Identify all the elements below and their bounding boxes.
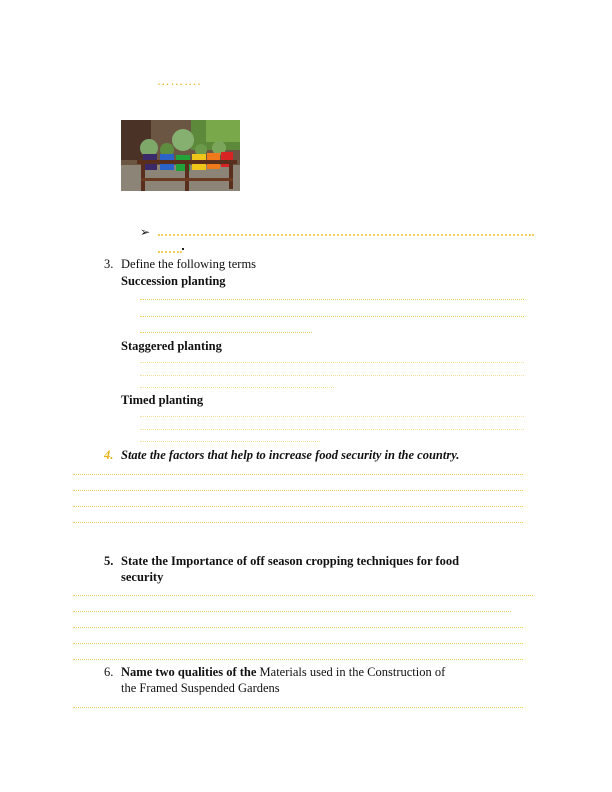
term-staggered-planting: Staggered planting — [121, 339, 222, 353]
answer-line[interactable] — [73, 595, 533, 596]
garden-photo — [121, 120, 240, 191]
answer-line[interactable] — [73, 490, 523, 491]
answer-line[interactable] — [73, 522, 523, 523]
answer-line[interactable] — [140, 299, 524, 300]
question-6-text-line1 — [121, 665, 445, 679]
term-timed-planting: Timed planting — [121, 393, 204, 407]
answer-line[interactable] — [158, 251, 182, 253]
question-6-text-line2: the Framed Suspended Gardens — [121, 681, 280, 695]
answer-line[interactable] — [73, 627, 523, 628]
question-4-number: 4. — [104, 448, 114, 462]
answer-line[interactable] — [140, 416, 524, 417]
term-succession-planting: Succession planting — [121, 274, 226, 288]
answer-line[interactable] — [73, 611, 511, 612]
answer-line[interactable] — [158, 234, 534, 236]
question-5-number: 5. — [104, 554, 114, 568]
answer-line[interactable] — [73, 643, 523, 644]
answer-line[interactable] — [140, 387, 334, 388]
answer-line[interactable] — [73, 707, 523, 708]
answer-line[interactable] — [140, 441, 320, 442]
answer-line[interactable] — [73, 506, 523, 507]
question-5-text-line2: security — [121, 570, 164, 584]
period-mark — [182, 248, 184, 250]
question-4-text: State the factors that help to increase food security in the country. — [121, 448, 460, 462]
answer-line[interactable] — [140, 332, 312, 333]
answer-line[interactable] — [73, 659, 523, 660]
answer-line[interactable] — [140, 429, 524, 430]
answer-line[interactable] — [140, 316, 524, 317]
top-fill-dots: ………. — [157, 74, 202, 88]
question-5-text-line1: State the Importance of off season cropping techniques for food — [121, 554, 460, 568]
question-6-bold: Name two qualities of the — [121, 665, 257, 679]
question-3-number: 3. — [104, 257, 114, 271]
question-6-rest: Materials used in the Construction of — [256, 665, 446, 679]
answer-line[interactable] — [140, 362, 524, 363]
question-6-number: 6. — [104, 665, 114, 679]
answer-line[interactable] — [140, 375, 524, 376]
arrow-bullet-icon: ➢ — [140, 225, 151, 239]
answer-line[interactable] — [73, 474, 523, 475]
question-3-text: Define the following terms — [121, 257, 257, 271]
